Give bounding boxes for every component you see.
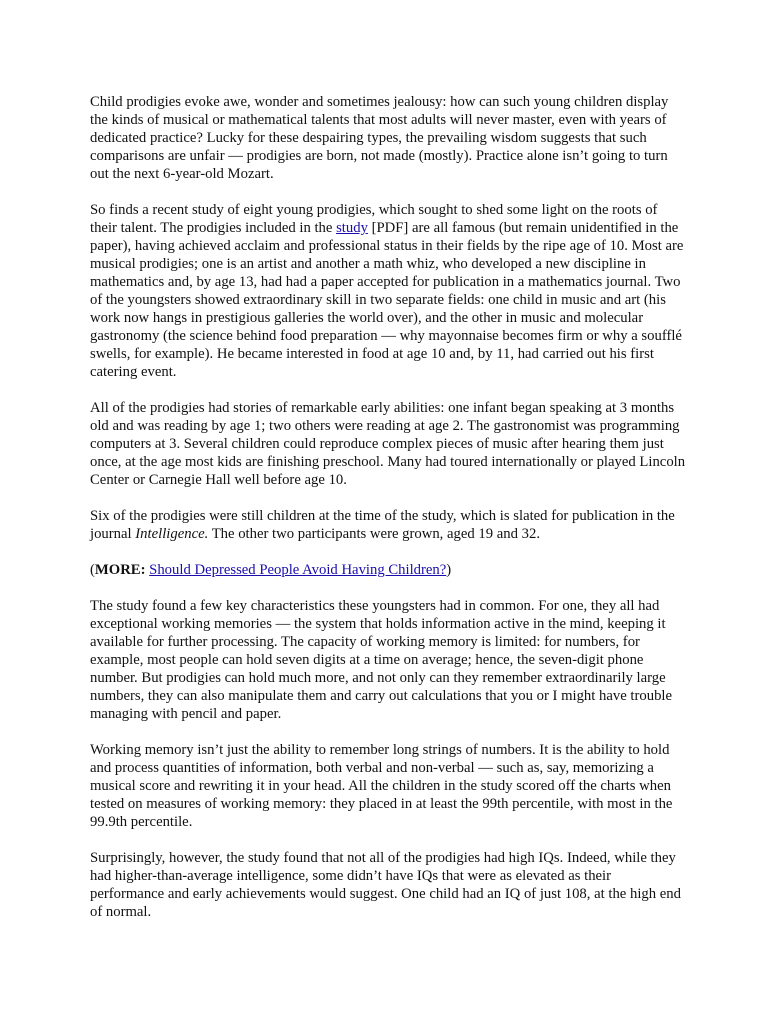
study-link[interactable]: study xyxy=(336,220,368,236)
article-body xyxy=(90,93,686,939)
paragraph-1 xyxy=(90,93,686,183)
paragraph-5-text: The study found a few key characteristics these youngsters had in common. For one, they all had exceptional working memories — the system that holds information active in the mind, keeping it available for further processing. The capacity of working memory is limited: for numbers, for example, most people can hold seven digits at a time on average; hence, the seven-digit phone number. But prodigies can hold much more, and not only can they remember extraordinarily large numbers, they can also manipulate them and carry out calculations that you or I might have trouble managing with pencil and paper. xyxy=(90,598,673,722)
paragraph-4-text-before: Six of the prodigies were still children at the time of the study, which is slated for publication in the journal xyxy=(90,508,675,542)
paragraph-7-text: Surprisingly, however, the study found that not all of the prodigies had high IQs. Indeed, while they had higher-than-average intelligence, some didn’t have IQs that were as elevated as their performance and early achievements would suggest. One child had an IQ of just 108, at the high end of normal. xyxy=(90,850,681,920)
paragraph-6-text: Working memory isn’t just the ability to remember long strings of numbers. It is the ability to hold and process quantities of information, both verbal and non-verbal — such as, say, memorizing a musical score and rewriting it in your head. All the children in the study scored off the charts when tested on measures of working memory: they placed in at least the 99th percentile, with most in the 99.9th percentile. xyxy=(90,742,673,830)
paragraph-2-text-before: So finds a recent study of eight young prodigies, which sought to shed some light on the roots of their talent. The prodigies included in the xyxy=(90,202,658,236)
paragraph-4 xyxy=(90,507,686,543)
paragraph-2 xyxy=(90,201,686,381)
paragraph-1-text: Child prodigies evoke awe, wonder and sometimes jealousy: how can such young children display the kinds of musical or mathematical talents that most adults will never master, even with years of dedicated practice? Lucky for these despairing types, the prevailing wisdom suggests that such comparisons are unfair — prodigies are born, not made (mostly). Practice alone isn’t going to turn out the next 6-year-old Mozart. xyxy=(90,94,669,182)
paragraph-3-text: All of the prodigies had stories of remarkable early abilities: one infant began speaking at 3 months old and was reading by age 1; two others were reading at age 2. The gastronomist was programming computers at 3. Several children could reproduce complex pieces of music after hearing them just once, at the age most kids are finishing preschool. Many had toured internationally or played Lincoln Center or Carnegie Hall well before age 10. xyxy=(90,400,686,488)
paragraph-4-text-after: The other two participants were grown, aged 19 and 32. xyxy=(208,526,541,542)
more-close-paren: ) xyxy=(446,562,452,578)
more-line xyxy=(90,561,686,579)
paragraph-7 xyxy=(90,849,686,921)
paragraph-3 xyxy=(90,399,686,489)
related-article-link[interactable]: Should Depressed People Avoid Having Children? xyxy=(149,562,447,578)
more-label: MORE: xyxy=(94,562,146,578)
paragraph-6 xyxy=(90,741,686,831)
journal-name: Intelligence. xyxy=(135,526,209,542)
paragraph-2-text-after: [PDF] are all famous (but remain unidentified in the paper), having achieved acclaim and professional status in their fields by the ripe age of 10. Most are musical prodigies; one is an artist and another a math whiz, who developed a new discipline in mathematics and, by age 13, had had a paper accepted for publication in a mathematics journal. Two of the youngsters showed extraordinary skill in two separate fields: one child in music and art (his work now hangs in prestigious galleries the world over), and the other in music and molecular gastronomy (the science behind food preparation — why mayonnaise becomes firm or why a soufflé swells, for example). He became interested in food at age 10 and, by 11, had carried out his first catering event. xyxy=(90,220,684,380)
paragraph-5 xyxy=(90,597,686,723)
more-open-paren: ( xyxy=(90,562,95,578)
